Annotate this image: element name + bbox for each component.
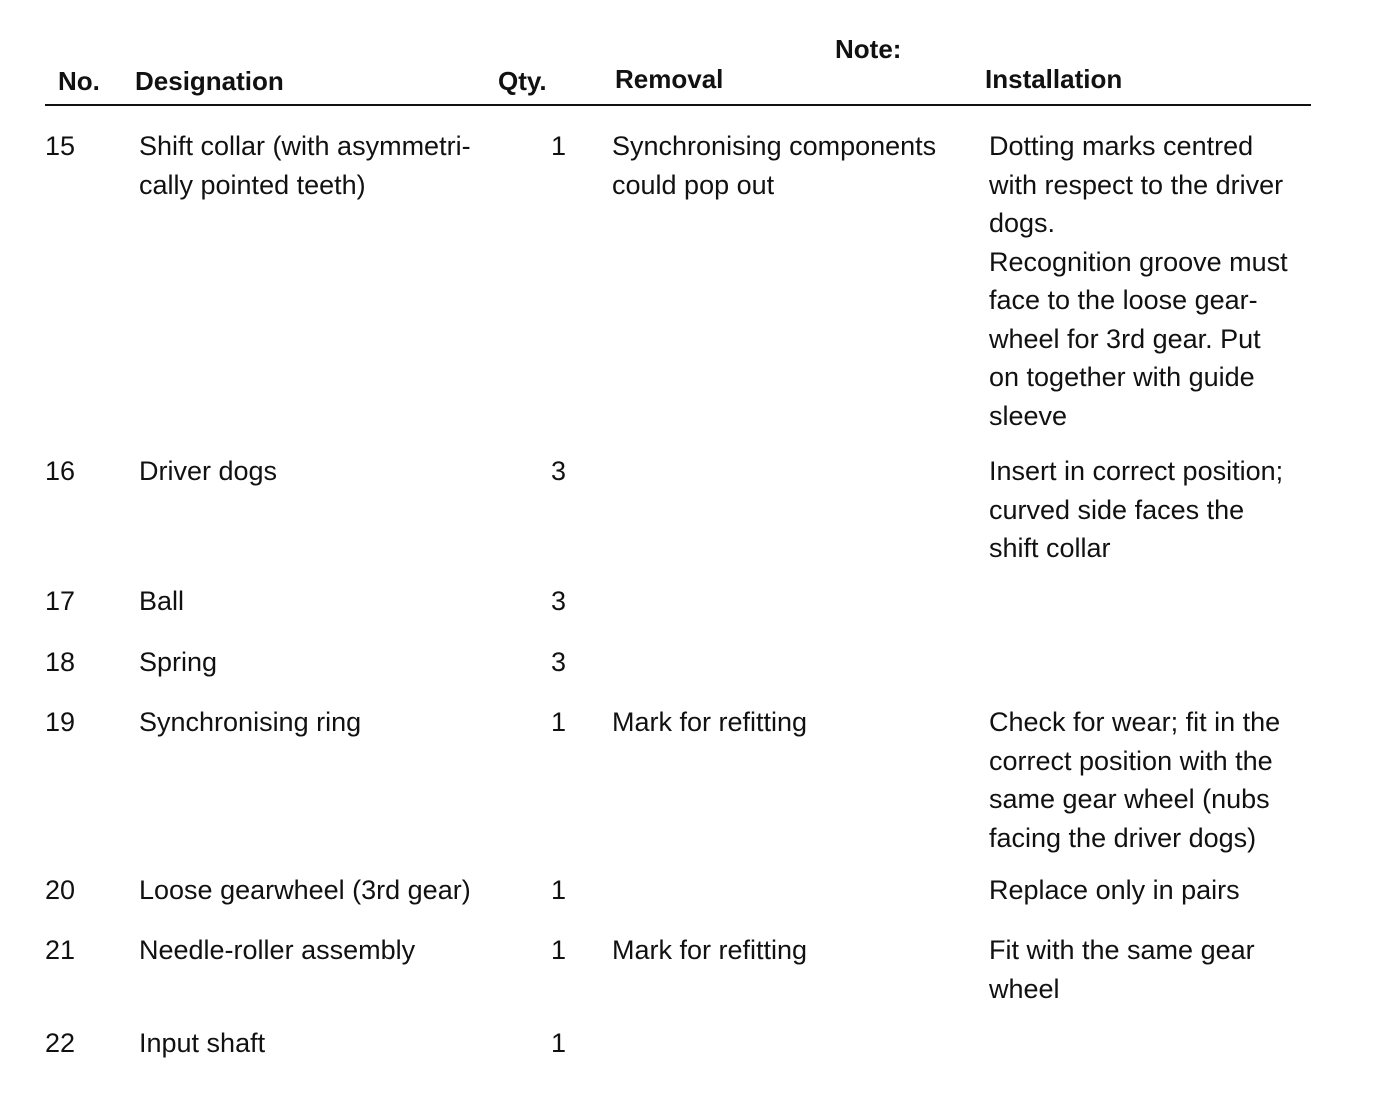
row-quantity: 3 <box>550 456 566 486</box>
row-number: 22 <box>45 1028 76 1058</box>
row-installation-note: Replace only in pairs <box>989 875 1240 905</box>
row-designation: Spring <box>139 647 218 677</box>
row-number: 20 <box>45 875 76 905</box>
header-qty: Qty. <box>498 66 547 96</box>
row-designation: Shift collar (with asymmetri- cally pointed teeth) <box>139 131 471 200</box>
row-quantity: 1 <box>550 1028 566 1058</box>
row-number: 18 <box>45 647 76 677</box>
header-note: Note: <box>835 34 902 64</box>
row-quantity: 3 <box>550 647 566 677</box>
row-removal-note: Mark for refitting <box>612 935 808 965</box>
row-removal-note: Synchronising components could pop out <box>612 131 937 200</box>
header-designation: Designation <box>135 66 284 96</box>
row-quantity: 1 <box>550 935 566 965</box>
row-designation: Synchronising ring <box>139 707 362 737</box>
row-quantity: 1 <box>550 875 566 905</box>
row-quantity: 3 <box>550 586 566 616</box>
header-removal: Removal <box>615 64 724 94</box>
row-quantity: 1 <box>550 707 566 737</box>
row-installation-note: Insert in correct position; curved side faces the shift collar <box>989 456 1284 563</box>
row-designation: Ball <box>139 586 185 616</box>
row-number: 19 <box>45 707 76 737</box>
row-installation-note: Fit with the same gear wheel <box>989 935 1255 1004</box>
header-no: No. <box>58 66 100 96</box>
row-installation-note: Check for wear; fit in the correct position with the same gear wheel (nubs facing the driver dogs) <box>989 707 1281 853</box>
row-installation-note: Dotting marks centred with respect to the driver dogs. Recognition groove must face to the loose gear- wheel for 3rd gear. Put on together with guide sleeve <box>989 131 1288 431</box>
header-rule <box>45 104 1311 106</box>
header-installation: Installation <box>985 64 1123 94</box>
row-number: 21 <box>45 935 76 965</box>
row-quantity: 1 <box>550 131 566 161</box>
row-designation: Driver dogs <box>139 456 278 486</box>
row-designation: Input shaft <box>139 1028 266 1058</box>
row-removal-note: Mark for refitting <box>612 707 808 737</box>
row-number: 16 <box>45 456 76 486</box>
row-designation: Needle-roller assembly <box>139 935 416 965</box>
row-number: 15 <box>45 131 76 161</box>
row-designation: Loose gearwheel (3rd gear) <box>139 875 471 905</box>
row-number: 17 <box>45 586 76 616</box>
